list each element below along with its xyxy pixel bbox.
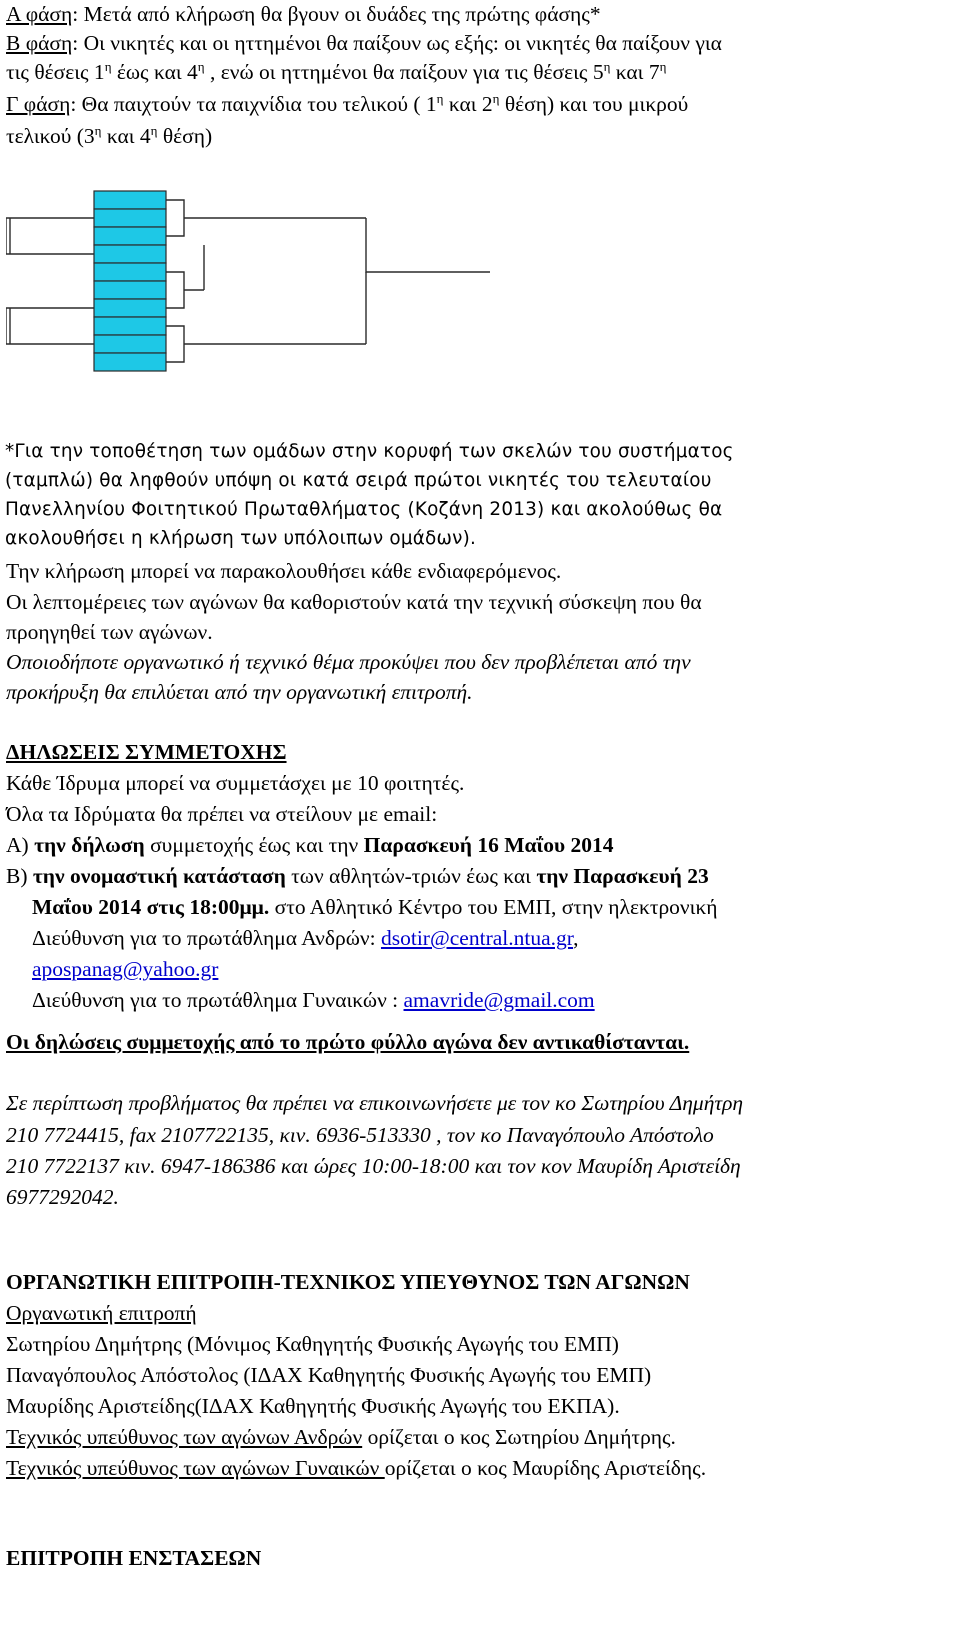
bracket-slot xyxy=(94,299,166,317)
women-email-label: Διεύθυνση για το πρωτάθλημα Γυναικών : xyxy=(32,988,404,1012)
draw-text: Την κλήρωση μπορεί να παρακολουθήσει κάθε ενδιαφερόμενος. xyxy=(6,559,562,583)
bracket-slot xyxy=(94,263,166,281)
committee-member-text: Μαυρίδης Αριστείδης(ΙΔΑΧ Καθηγητής Φυσικής Αγωγής του ΕΚΠΑ). xyxy=(6,1394,620,1418)
registration-heading xyxy=(6,738,287,767)
men-email-line-2 xyxy=(32,955,218,984)
phase-c-text-2b: και 4 xyxy=(101,124,151,148)
contact-line-2 xyxy=(6,1121,714,1150)
registration-item-a xyxy=(6,831,614,860)
committee-subheading xyxy=(6,1299,197,1328)
bracket-slot xyxy=(94,317,166,335)
bracket-line xyxy=(366,218,490,272)
committee-member-text: Σωτηρίου Δημήτρης (Μόνιμος Καθηγητής Φυσικής Αγωγής του ΕΜΠ) xyxy=(6,1332,619,1356)
issues-text: προκήρυξη θα επιλύεται από την οργανωτική επιτροπή. xyxy=(6,680,473,704)
tech-women-rest: ορίζεται ο κος Μαυρίδης Αριστείδης. xyxy=(384,1456,707,1480)
committee-heading-text: ΟΡΓΑΝΩΤΙΚΗ ΕΠΙΤΡΟΠΗ-ΤΕΧΝΙΚΟΣ ΥΠΕΥΘΥΝΟΣ ΤΩΝ ΑΓΩΝΩΝ xyxy=(6,1270,690,1294)
item-a-mid: συμμετοχής έως και την xyxy=(144,833,364,857)
superscript: η xyxy=(603,58,611,74)
committee-member xyxy=(6,1392,620,1421)
bracket-line xyxy=(166,272,184,308)
bracket-line xyxy=(6,218,94,254)
bracket-team-slots xyxy=(94,191,166,371)
bracket-slot xyxy=(94,209,166,227)
superscript: η xyxy=(104,58,112,74)
details-line-1 xyxy=(6,588,702,617)
tech-men-rest: ορίζεται ο κος Σωτηρίου Δημήτρης. xyxy=(362,1425,676,1449)
committee-member xyxy=(6,1330,619,1359)
superscript: η xyxy=(492,90,500,106)
phase-c-text-1c: θέση) και του μικρού xyxy=(499,92,689,116)
item-a-prefix: Α) xyxy=(6,833,35,857)
registration-heading-text: ΔΗΛΩΣΕΙΣ ΣΥΜΜΕΤΟΧΗΣ xyxy=(6,740,287,764)
phase-b-text-2a: τις θέσεις 1 xyxy=(6,60,105,84)
tech-men-label: Τεχνικός υπεύθυνος των αγώνων Ανδρών xyxy=(6,1425,363,1449)
phase-a-label: Α φάση xyxy=(6,2,73,26)
item-b-rest: στο Αθλητικό Κέντρο του ΕΜΠ, στην ηλεκτρονική xyxy=(269,895,718,919)
details-text: Οι λεπτομέρειες των αγώνων θα καθοριστούν κατά την τεχνική σύσκεψη που θα xyxy=(6,590,702,614)
seeding-note-line-1 xyxy=(5,437,955,466)
contact-line-3 xyxy=(6,1152,741,1181)
phase-b-line-1 xyxy=(6,29,722,58)
comma: , xyxy=(573,926,579,950)
phase-c-text-1b: και 2 xyxy=(443,92,493,116)
men-email-label: Διεύθυνση για το πρωτάθλημα Ανδρών: xyxy=(32,926,381,950)
bracket-line xyxy=(166,200,184,236)
seeding-note-text: Πανελληνίου Φοιτητικού Πρωταθλήματος (Κοζάνη 2013) και ακολούθως θα xyxy=(5,499,723,520)
bracket-slot xyxy=(94,353,166,371)
issues-line-1 xyxy=(6,648,691,677)
bracket-line xyxy=(6,308,94,344)
item-a-bold: την δήλωση xyxy=(34,833,145,857)
registration-warning-text: Οι δηλώσεις συμμετοχής από το πρώτο φύλλο αγώνα δεν αντικαθίστανται. xyxy=(6,1030,690,1054)
phase-b-text-2d: και 7 xyxy=(610,60,660,84)
contact-text: 210 7722137 κιν. 6947-186386 και ώρες 10:00-18:00 και τον κον Μαυρίδη Αριστείδη xyxy=(6,1154,741,1178)
phase-c-line-2 xyxy=(6,122,212,151)
bracket-slot xyxy=(94,281,166,299)
contact-line-4 xyxy=(6,1183,119,1212)
women-email-link[interactable]: amavride@gmail.com xyxy=(403,988,595,1012)
registration-text: Όλα τα Ιδρύματα θα πρέπει να στείλουν με email: xyxy=(6,802,438,826)
bracket-slot xyxy=(94,191,166,209)
superscript: η xyxy=(436,90,444,106)
superscript: η xyxy=(197,58,205,74)
draw-paragraph xyxy=(6,557,561,586)
seeding-note-line-4 xyxy=(5,524,476,553)
tech-men-line xyxy=(6,1423,676,1452)
phase-b-line-2 xyxy=(6,58,666,87)
tech-women-line xyxy=(6,1454,706,1483)
bracket-slot xyxy=(94,245,166,263)
item-b-date: την Παρασκευή 23 xyxy=(536,864,709,888)
tournament-bracket xyxy=(6,190,506,390)
women-email-line xyxy=(32,986,595,1015)
seeding-note-text: (ταμπλώ) θα ληφθούν υπόψη οι κατά σειρά πρώτοι νικητές του τελευταίου xyxy=(5,470,712,491)
item-b-prefix: Β) xyxy=(6,864,33,888)
phase-b-label: Β φάση xyxy=(6,31,73,55)
registration-line-2 xyxy=(6,800,437,829)
issues-text: Οποιοδήποτε οργανωτικό ή τεχνικό θέμα προκύψει που δεν προβλέπεται από την xyxy=(6,650,691,674)
seeding-note-line-2 xyxy=(5,466,712,495)
phase-c-text-2a: τελικού (3 xyxy=(6,124,95,148)
committee-subheading-text: Οργανωτική επιτροπή xyxy=(6,1301,197,1325)
registration-item-b-cont xyxy=(32,893,718,922)
item-a-date: Παρασκευή 16 Μαΐου 2014 xyxy=(363,833,614,857)
issues-line-2 xyxy=(6,678,473,707)
superscript: η xyxy=(150,122,158,138)
appeals-heading xyxy=(6,1544,261,1573)
phase-a-text: : Μετά από κλήρωση θα βγουν οι δυάδες της πρώτης φάσης* xyxy=(72,2,601,26)
men-email-link-1[interactable]: dsotir@central.ntua.gr xyxy=(380,926,574,950)
seeding-note-text: *Για την τοποθέτηση των ομάδων στην κορυφή των σκελών του συστήματος xyxy=(5,441,734,462)
bracket-slot xyxy=(94,227,166,245)
committee-member-text: Παναγόπουλος Απόστολος (ΙΔΑΧ Καθηγητής Φυσικής Αγωγής του ΕΜΠ) xyxy=(6,1363,652,1387)
committee-member xyxy=(6,1361,651,1390)
phase-c-line-1 xyxy=(6,90,688,119)
tech-women-label: Τεχνικός υπεύθυνος των αγώνων Γυναικών xyxy=(6,1456,385,1480)
phase-b-text-2b: έως και 4 xyxy=(111,60,198,84)
superscript: η xyxy=(659,58,667,74)
bracket-lines xyxy=(6,200,490,362)
appeals-heading-text: ΕΠΙΤΡΟΠΗ ΕΝΣΤΑΣΕΩΝ xyxy=(6,1546,262,1570)
phase-b-text-1: : Οι νικητές και οι ηττημένοι θα παίξουν ως εξής: οι νικητές θα παίξουν για xyxy=(72,31,722,55)
men-email-line xyxy=(32,924,578,953)
item-b-mid: των αθλητών-τριών έως και xyxy=(285,864,537,888)
details-line-2 xyxy=(6,618,213,647)
phase-b-text-2c: , ενώ οι ηττημένοι θα παίξουν για τις θέσεις 5 xyxy=(204,60,604,84)
registration-line-1 xyxy=(6,769,464,798)
superscript: η xyxy=(94,122,102,138)
phase-a-line xyxy=(6,0,601,29)
registration-item-b xyxy=(6,862,709,891)
seeding-note-text: ακολουθήσει η κλήρωση των υπόλοιπων ομάδων). xyxy=(5,528,476,549)
men-email-link-2[interactable]: apospanag@yahoo.gr xyxy=(32,957,219,981)
item-b-bold: την ονομαστική κατάσταση xyxy=(32,864,286,888)
details-text: προηγηθεί των αγώνων. xyxy=(6,620,213,644)
seeding-note-line-3 xyxy=(5,495,722,524)
contact-text: Σε περίπτωση προβλήματος θα πρέπει να επικοινωνήσετε με τον κο Σωτηρίου Δημήτρη xyxy=(6,1091,744,1115)
contact-line-1 xyxy=(6,1089,743,1118)
bracket-slot xyxy=(94,335,166,353)
registration-text: Κάθε Ίδρυμα μπορεί να συμμετάσχει με 10 φοιτητές. xyxy=(6,771,465,795)
contact-text: 210 7724415, fax 2107722135, κιν. 6936-513330 , τον κο Παναγόπουλο Απόστολο xyxy=(6,1123,714,1147)
phase-c-text-2c: θέση) xyxy=(157,124,213,148)
item-b-time: Μαΐου 2014 στις 18:00μμ. xyxy=(32,895,270,919)
contact-text: 6977292042. xyxy=(6,1185,119,1209)
committee-heading xyxy=(6,1268,690,1297)
phase-c-text-1a: : Θα παιχτούν τα παιχνίδια του τελικού ( 1 xyxy=(70,92,437,116)
phase-c-label: Γ φάση xyxy=(6,92,71,116)
registration-warning xyxy=(6,1028,689,1057)
bracket-line xyxy=(166,326,184,362)
